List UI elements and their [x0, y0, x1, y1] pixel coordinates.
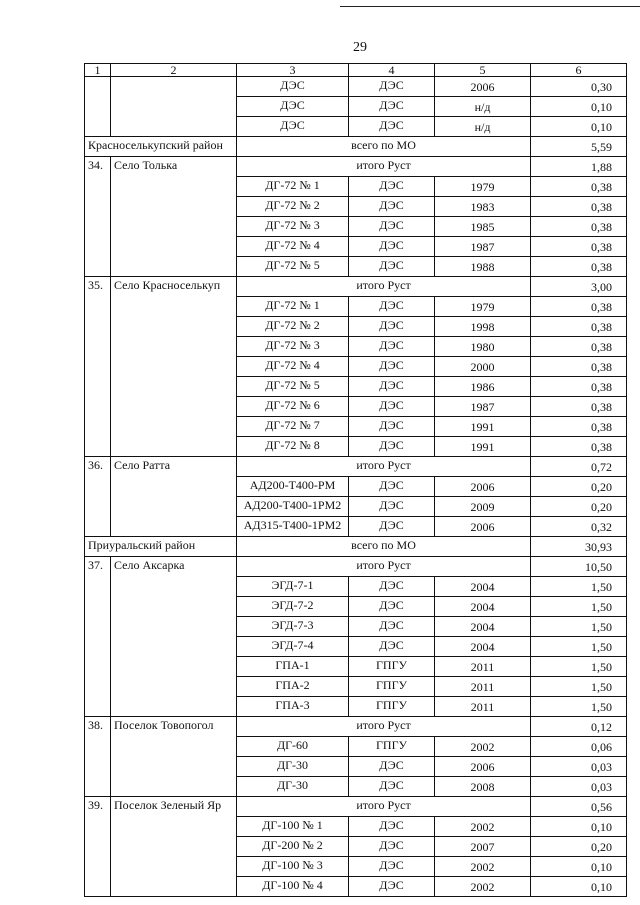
plant-type: ДЭС	[349, 517, 435, 537]
unit-name: ДГ-72 № 1	[237, 297, 349, 317]
commission-year: 2006	[435, 517, 531, 537]
power-value: 0,38	[531, 237, 627, 257]
power-value: 0,38	[531, 217, 627, 237]
settlement-number: 39.	[85, 797, 111, 897]
power-value: 1,50	[531, 597, 627, 617]
power-value: 0,30	[531, 77, 627, 97]
power-plants-table	[84, 63, 627, 897]
commission-year: 2004	[435, 637, 531, 657]
power-value: 5,59	[531, 137, 627, 157]
power-value: 0,03	[531, 757, 627, 777]
col-header: 1	[85, 64, 111, 77]
commission-year: 1980	[435, 337, 531, 357]
commission-year: 2002	[435, 877, 531, 897]
plant-type: ДЭС	[349, 437, 435, 457]
commission-year: 1979	[435, 297, 531, 317]
power-value: 0,38	[531, 317, 627, 337]
total-label: итого Руст	[237, 717, 531, 737]
power-value: 0,38	[531, 297, 627, 317]
plant-type: ДЭС	[349, 317, 435, 337]
unit-name: ЭГД-7-2	[237, 597, 349, 617]
commission-year: 2011	[435, 657, 531, 677]
plant-type: ДЭС	[349, 177, 435, 197]
power-value: 0,38	[531, 357, 627, 377]
power-value: 0,38	[531, 197, 627, 217]
power-value: 0,03	[531, 777, 627, 797]
plant-type: ДЭС	[349, 817, 435, 837]
commission-year: 1998	[435, 317, 531, 337]
total-label: всего по МО	[237, 537, 531, 557]
power-value: 1,50	[531, 657, 627, 677]
power-value: 1,50	[531, 577, 627, 597]
plant-type: ДЭС	[349, 97, 435, 117]
power-value: 30,93	[531, 537, 627, 557]
commission-year: 2004	[435, 597, 531, 617]
power-value: 0,56	[531, 797, 627, 817]
unit-name: ДГ-72 № 5	[237, 257, 349, 277]
power-value: 3,00	[531, 277, 627, 297]
unit-name: ГПА-2	[237, 677, 349, 697]
plant-type: ДЭС	[349, 477, 435, 497]
plant-type: ДЭС	[349, 117, 435, 137]
unit-name: ДГ-72 № 1	[237, 177, 349, 197]
plant-type: ДЭС	[349, 837, 435, 857]
row-number	[85, 77, 111, 137]
unit-name: ДГ-72 № 3	[237, 337, 349, 357]
power-value: 0,10	[531, 857, 627, 877]
total-label: итого Руст	[237, 457, 531, 477]
plant-type: ГПГУ	[349, 657, 435, 677]
plant-type: ДЭС	[349, 77, 435, 97]
district-name: Красноселькупский район	[85, 137, 237, 157]
plant-type: ДЭС	[349, 497, 435, 517]
settlement-name: Село Толька	[111, 157, 237, 277]
settlement-name: Село Красноселькуп	[111, 277, 237, 457]
commission-year: 2004	[435, 617, 531, 637]
commission-year: н/д	[435, 97, 531, 117]
unit-name: ДГ-30	[237, 777, 349, 797]
power-value: 0,20	[531, 497, 627, 517]
col-header: 6	[531, 64, 627, 77]
plant-type: ГПГУ	[349, 697, 435, 717]
commission-year: 1979	[435, 177, 531, 197]
unit-name: ГПА-1	[237, 657, 349, 677]
power-value: 0,38	[531, 177, 627, 197]
settlement-number: 35.	[85, 277, 111, 457]
plant-type: ДЭС	[349, 777, 435, 797]
commission-year: 1985	[435, 217, 531, 237]
total-label: итого Руст	[237, 557, 531, 577]
plant-type: ДЭС	[349, 257, 435, 277]
plant-type: ДЭС	[349, 297, 435, 317]
plant-type: ДЭС	[349, 217, 435, 237]
unit-name: ДЭС	[237, 117, 349, 137]
settlement-name: Село Аксарка	[111, 557, 237, 717]
commission-year: 1991	[435, 417, 531, 437]
unit-name: ЭГД-7-1	[237, 577, 349, 597]
plant-type: ДЭС	[349, 877, 435, 897]
settlement-name: Поселок Товопогол	[111, 717, 237, 797]
commission-year: 1987	[435, 237, 531, 257]
settlement-row	[85, 797, 627, 817]
unit-name: ДГ-100 № 4	[237, 877, 349, 897]
unit-name: ДГ-60	[237, 737, 349, 757]
unit-name: АД315-Т400-1РМ2	[237, 517, 349, 537]
commission-year: 2006	[435, 77, 531, 97]
unit-name: ДГ-72 № 4	[237, 237, 349, 257]
col-header: 2	[111, 64, 237, 77]
settlement-row	[85, 457, 627, 477]
commission-year: 2009	[435, 497, 531, 517]
commission-year: 2004	[435, 577, 531, 597]
settlement-row	[85, 717, 627, 737]
unit-name: ГПА-3	[237, 697, 349, 717]
settlement-row	[85, 277, 627, 297]
plant-type: ГПГУ	[349, 737, 435, 757]
commission-year: 2011	[435, 697, 531, 717]
commission-year: 2002	[435, 857, 531, 877]
col-header: 4	[349, 64, 435, 77]
unit-name: ДГ-30	[237, 757, 349, 777]
settlement-row	[85, 557, 627, 577]
total-label: всего по МО	[237, 137, 531, 157]
unit-name: ДЭС	[237, 77, 349, 97]
unit-name: ДГ-72 № 8	[237, 437, 349, 457]
unit-name: АД200-Т400-1РМ2	[237, 497, 349, 517]
plant-type: ДЭС	[349, 397, 435, 417]
commission-year: 2000	[435, 357, 531, 377]
power-value: 1,50	[531, 697, 627, 717]
power-value: 0,38	[531, 257, 627, 277]
unit-name: ЭГД-7-4	[237, 637, 349, 657]
commission-year: 1991	[435, 437, 531, 457]
power-value: 0,12	[531, 717, 627, 737]
plant-type: ГПГУ	[349, 677, 435, 697]
power-value: 10,50	[531, 557, 627, 577]
power-value: 0,20	[531, 477, 627, 497]
commission-year: 1987	[435, 397, 531, 417]
settlement-number: 37.	[85, 557, 111, 717]
power-value: 1,50	[531, 617, 627, 637]
settlement-number: 38.	[85, 717, 111, 797]
commission-year: 2002	[435, 817, 531, 837]
commission-year: 2008	[435, 777, 531, 797]
commission-year: 2002	[435, 737, 531, 757]
plant-type: ДЭС	[349, 597, 435, 617]
power-value: 0,10	[531, 97, 627, 117]
unit-name: ДГ-72 № 4	[237, 357, 349, 377]
commission-year: 1983	[435, 197, 531, 217]
col-header: 3	[237, 64, 349, 77]
unit-name: ДГ-200 № 2	[237, 837, 349, 857]
total-label: итого Руст	[237, 277, 531, 297]
settlement-number: 34.	[85, 157, 111, 277]
power-value: 0,38	[531, 397, 627, 417]
total-label: итого Руст	[237, 157, 531, 177]
settlement-number: 36.	[85, 457, 111, 537]
plant-type: ДЭС	[349, 197, 435, 217]
unit-name: ДГ-72 № 5	[237, 377, 349, 397]
unit-name: ЭГД-7-3	[237, 617, 349, 637]
unit-name: ДГ-72 № 3	[237, 217, 349, 237]
commission-year: 2007	[435, 837, 531, 857]
plant-type: ДЭС	[349, 757, 435, 777]
unit-name: ДГ-72 № 6	[237, 397, 349, 417]
power-value: 0,32	[531, 517, 627, 537]
commission-year: н/д	[435, 117, 531, 137]
unit-name: ДГ-72 № 2	[237, 317, 349, 337]
row-name	[111, 77, 237, 137]
district-row	[85, 137, 627, 157]
power-value: 0,10	[531, 117, 627, 137]
plant-type: ДЭС	[349, 857, 435, 877]
col-header: 5	[435, 64, 531, 77]
power-value: 0,10	[531, 817, 627, 837]
unit-name: АД200-Т400-РМ	[237, 477, 349, 497]
unit-name: ДЭС	[237, 97, 349, 117]
plant-type: ДЭС	[349, 637, 435, 657]
power-value: 0,06	[531, 737, 627, 757]
power-value: 0,10	[531, 877, 627, 897]
plant-type: ДЭС	[349, 577, 435, 597]
settlement-name: Село Ратта	[111, 457, 237, 537]
power-value: 0,20	[531, 837, 627, 857]
header-row	[85, 64, 627, 77]
power-value: 0,38	[531, 437, 627, 457]
plant-type: ДЭС	[349, 617, 435, 637]
commission-year: 1988	[435, 257, 531, 277]
unit-name: ДГ-100 № 3	[237, 857, 349, 877]
power-value: 1,50	[531, 677, 627, 697]
page-number: 29	[353, 40, 367, 55]
power-value: 0,38	[531, 377, 627, 397]
header-rule	[340, 6, 640, 7]
commission-year: 2006	[435, 757, 531, 777]
unit-name: ДГ-72 № 7	[237, 417, 349, 437]
district-name: Приуральский район	[85, 537, 237, 557]
plant-type: ДЭС	[349, 337, 435, 357]
commission-year: 1986	[435, 377, 531, 397]
unit-name: ДГ-72 № 2	[237, 197, 349, 217]
total-label: итого Руст	[237, 797, 531, 817]
settlement-row	[85, 157, 627, 177]
plant-type: ДЭС	[349, 357, 435, 377]
power-value: 1,88	[531, 157, 627, 177]
commission-year: 2011	[435, 677, 531, 697]
power-value: 0,38	[531, 337, 627, 357]
commission-year: 2006	[435, 477, 531, 497]
power-value: 0,38	[531, 417, 627, 437]
settlement-name: Поселок Зеленый Яр	[111, 797, 237, 897]
plant-type: ДЭС	[349, 237, 435, 257]
plant-type: ДЭС	[349, 377, 435, 397]
district-row	[85, 537, 627, 557]
power-value: 1,50	[531, 637, 627, 657]
power-value: 0,72	[531, 457, 627, 477]
plant-type: ДЭС	[349, 417, 435, 437]
table-row	[85, 77, 627, 97]
unit-name: ДГ-100 № 1	[237, 817, 349, 837]
